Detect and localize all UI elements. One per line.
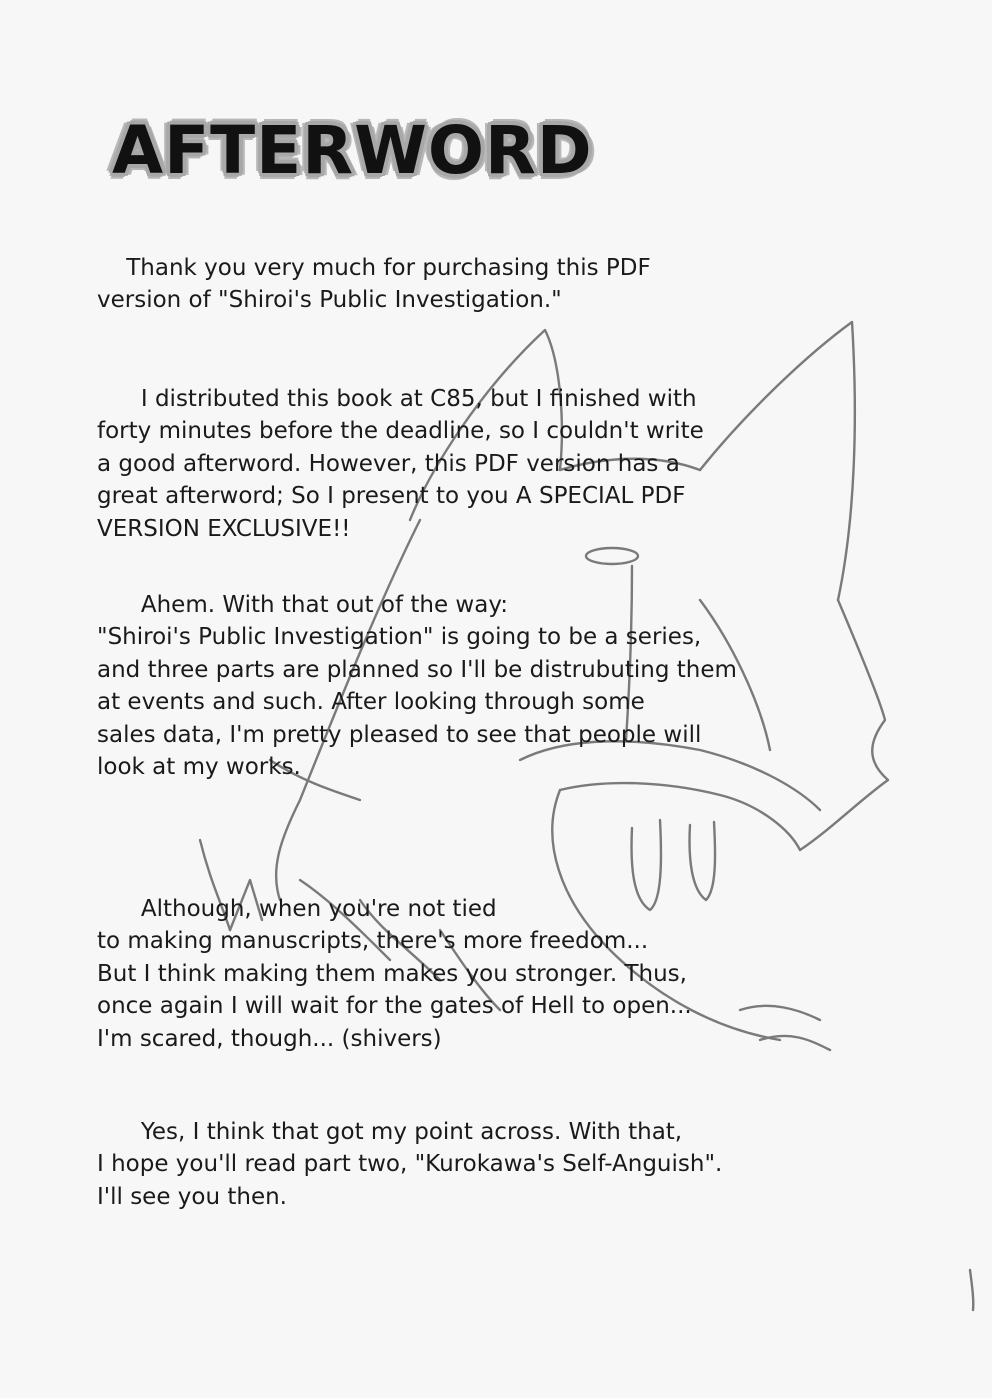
page-title: AFTERWORD xyxy=(112,112,593,189)
paragraph-1: Thank you very much for purchasing this PDF version of "Shiroi's Public Investigation." xyxy=(97,255,651,314)
paragraph-5: Yes, I think that got my point across. With that, I hope you'll read part two, "Kurokawa's Self-Anguish". I'll see you then. xyxy=(97,1119,723,1210)
paragraph-2: I distributed this book at C85, but I finished with forty minutes before the deadline, so I couldn't write a good afterword. However, this PDF version has a great afterword; So I present to you A SPECIAL PDF VERSION EXCLUSIVE!! xyxy=(97,386,704,542)
paragraph-3: Ahem. With that out of the way: "Shiroi's Public Investigation" is going to be a series, and three parts are planned so I'll be distrubuting them at events and such. After looking through some sales data, I'm pretty pleased to see that people will look at my works. xyxy=(97,592,737,781)
paragraph-4: Although, when you're not tied to making manuscripts, there's more freedom... But I think making them makes you stronger. Thus, once again I will wait for the gates of Hell to open... I'm scared, though... (shivers) xyxy=(97,896,692,1052)
